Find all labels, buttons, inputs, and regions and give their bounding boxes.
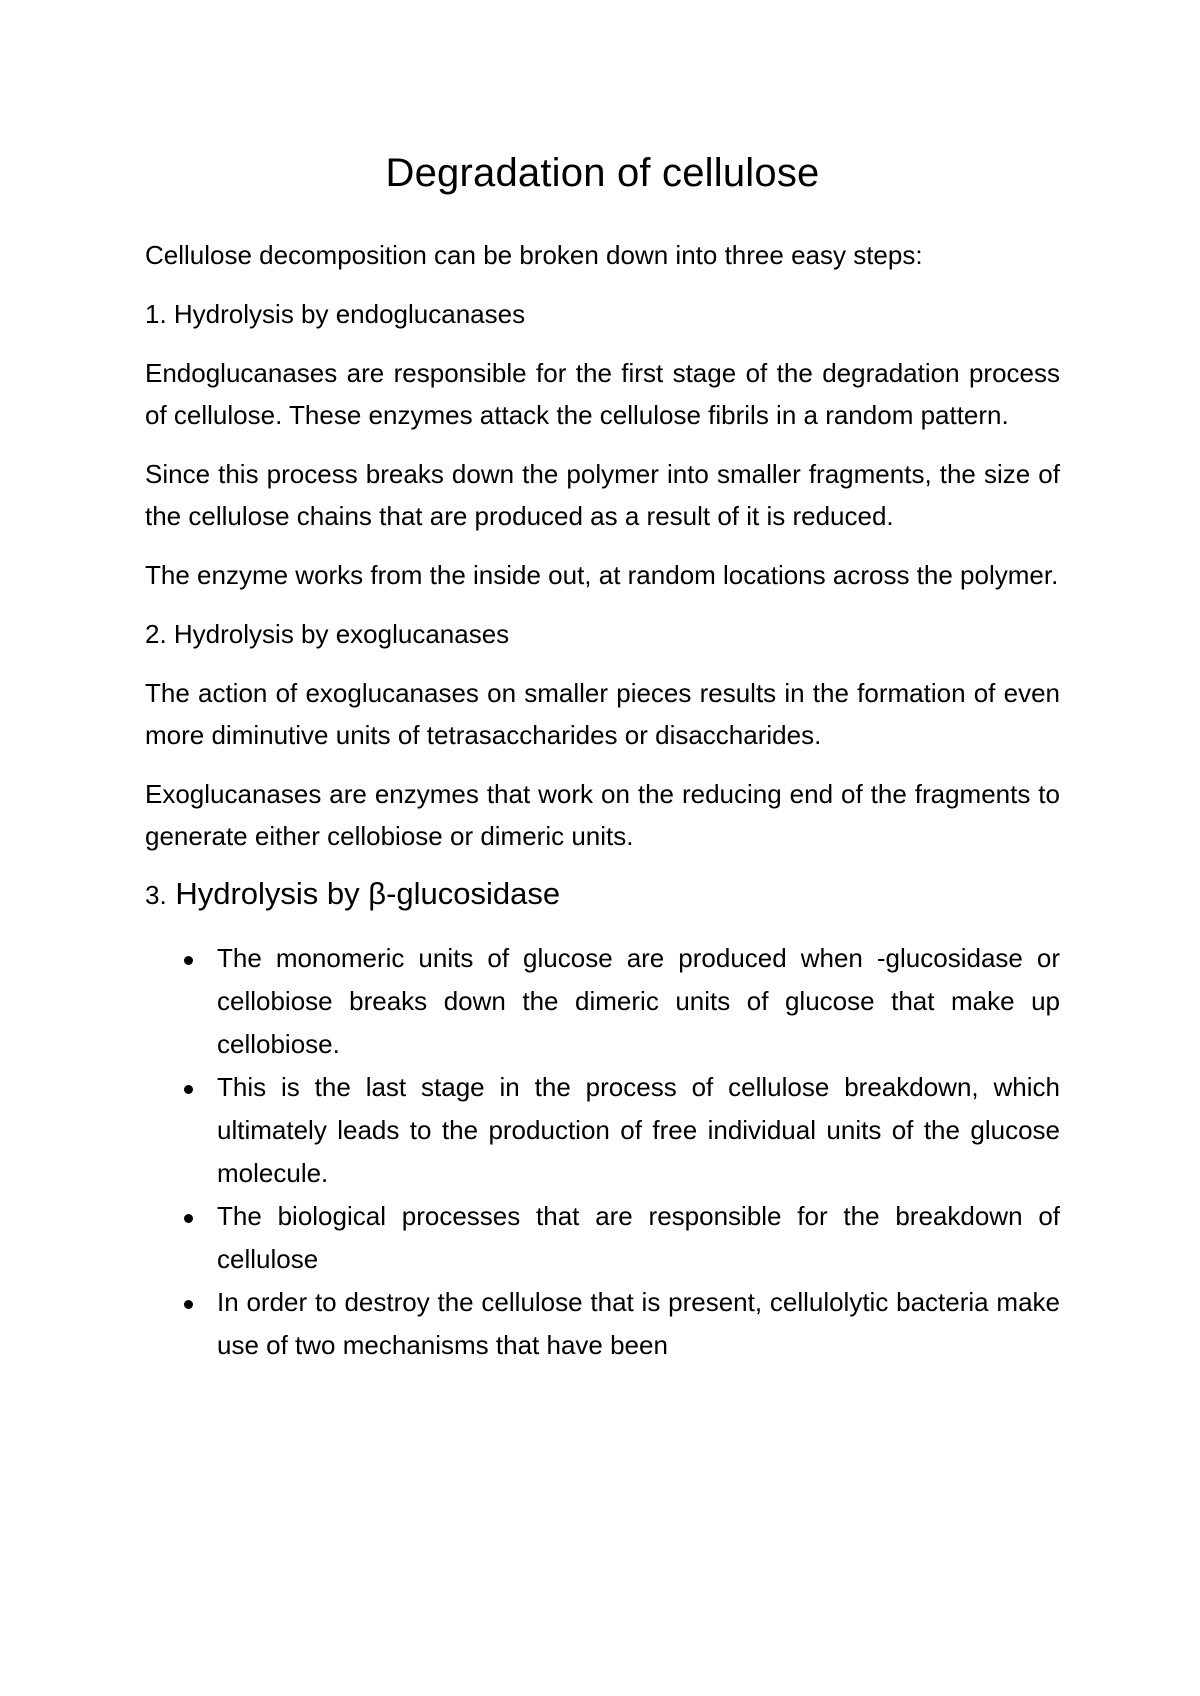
list-item-text: The biological processes that are responsible for the breakdown of cellulose [217, 1201, 1060, 1274]
page-title: Degradation of cellulose [385, 151, 820, 195]
step3-bullet-list [145, 937, 1060, 1367]
step1-paragraph-1: Endoglucanases are responsible for the first stage of the degradation process of cellulose. These enzymes attack the cellulose fibrils in a random pattern. [145, 358, 1060, 430]
document-body [145, 150, 1060, 1367]
step3-heading [145, 874, 1060, 915]
list-item [145, 1195, 1060, 1281]
step3-heading-text: Hydrolysis by β-glucosidase [175, 876, 561, 911]
bullet-icon [184, 956, 193, 965]
list-item [145, 1066, 1060, 1195]
step2-paragraph-2: Exoglucanases are enzymes that work on the reducing end of the fragments to generate either cellobiose or dimeric units. [145, 779, 1060, 851]
list-item-text: In order to destroy the cellulose that is present, cellulolytic bacteria make use of two mechanisms that have been [217, 1287, 1060, 1360]
list-item [145, 937, 1060, 1066]
step1-paragraph-2: Since this process breaks down the polymer into smaller fragments, the size of the cellulose chains that are produced as a result of it is reduced. [145, 459, 1060, 531]
bullet-icon [184, 1085, 193, 1094]
step2-heading: 2. Hydrolysis by exoglucanases [145, 619, 510, 649]
step1-paragraph-3: The enzyme works from the inside out, at random locations across the polymer. [145, 560, 1059, 590]
list-item [145, 1281, 1060, 1367]
intro-paragraph: Cellulose decomposition can be broken down into three easy steps: [145, 240, 923, 270]
step1-heading: 1. Hydrolysis by endoglucanases [145, 299, 526, 329]
bullet-icon [184, 1300, 193, 1309]
bullet-icon [184, 1214, 193, 1223]
step2-paragraph-1: The action of exoglucanases on smaller pieces results in the formation of even more diminutive units of tetrasaccharides or disaccharides. [145, 678, 1060, 750]
list-item-text: This is the last stage in the process of cellulose breakdown, which ultimately leads to the production of free individual units of the glucose molecule. [217, 1072, 1060, 1188]
list-item-text: The monomeric units of glucose are produced when -glucosidase or cellobiose breaks down the dimeric units of glucose that make up cellobiose. [217, 943, 1060, 1059]
step3-number: 3. [145, 880, 167, 910]
